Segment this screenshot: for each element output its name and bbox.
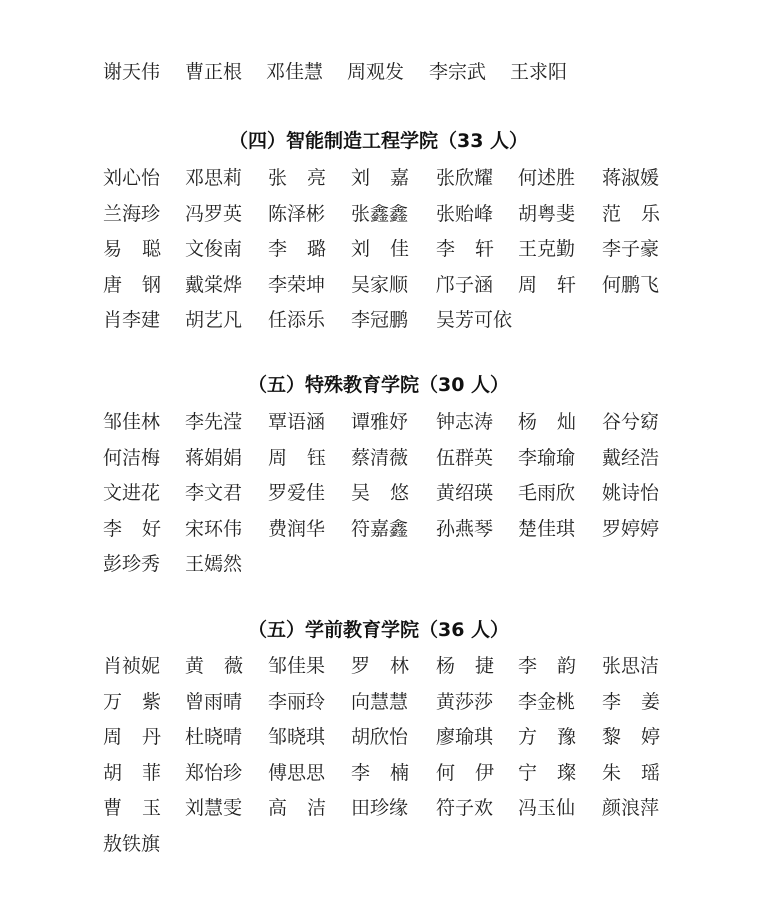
name-cell: 黄绍瑛 (436, 482, 494, 504)
name-cell: 谷兮窈 (602, 411, 660, 433)
name-cell: 吴家顺 (351, 274, 409, 296)
name-cell: 任添乐 (268, 309, 326, 331)
name-cell: 李宗武 (429, 61, 487, 83)
name-row (0, 653, 757, 683)
name-cell: 朱瑶 (602, 762, 681, 784)
name-cell: 罗爱佳 (268, 482, 326, 504)
name-cell: 廖瑜琪 (436, 726, 494, 748)
name-cell: 李楠 (351, 762, 430, 784)
name-cell: 谢天伟 (103, 61, 161, 83)
name-cell: 戴棠烨 (185, 274, 243, 296)
name-cell: 周观发 (347, 61, 405, 83)
name-cell: 周轩 (518, 274, 597, 296)
name-cell: 吴芳可依 (436, 309, 513, 331)
name-cell: 胡菲 (103, 762, 182, 784)
name-cell: 毛雨欣 (518, 482, 576, 504)
name-cell: 姚诗怡 (602, 482, 660, 504)
name-row (0, 480, 757, 510)
name-cell: 李韵 (518, 655, 597, 677)
name-cell: 李丽玲 (268, 691, 326, 713)
name-row (0, 272, 757, 302)
name-cell: 刘佳 (351, 238, 430, 260)
name-cell: 易聪 (103, 238, 182, 260)
name-cell: 邓佳慧 (266, 61, 324, 83)
name-cell: 张鑫鑫 (351, 203, 409, 225)
name-cell: 万紫 (103, 691, 182, 713)
name-cell: 蔡清薇 (351, 447, 409, 469)
name-cell: 李冠鹏 (351, 309, 409, 331)
name-cell: 李姜 (602, 691, 681, 713)
name-row (0, 165, 757, 195)
name-cell: 钟志涛 (436, 411, 494, 433)
name-cell: 杨捷 (436, 655, 515, 677)
name-cell: 黄莎莎 (436, 691, 494, 713)
name-cell: 罗林 (351, 655, 430, 677)
name-row (0, 831, 757, 861)
name-cell: 蒋娟娟 (185, 447, 243, 469)
name-row (0, 307, 757, 337)
name-cell: 胡艺凡 (185, 309, 243, 331)
name-cell: 肖祯妮 (103, 655, 161, 677)
name-cell: 邹晓琪 (268, 726, 326, 748)
name-row (0, 724, 757, 754)
name-row (0, 236, 757, 266)
name-cell: 李文君 (185, 482, 243, 504)
name-cell: 李先滢 (185, 411, 243, 433)
name-cell: 何述胜 (518, 167, 576, 189)
name-row (0, 551, 757, 581)
name-cell: 邹佳果 (268, 655, 326, 677)
name-cell: 谭雅妤 (351, 411, 409, 433)
name-row (0, 201, 757, 231)
name-cell: 方豫 (518, 726, 597, 748)
name-cell: 向慧慧 (351, 691, 409, 713)
name-cell: 范乐 (602, 203, 681, 225)
name-cell: 李轩 (436, 238, 515, 260)
name-cell: 何伊 (436, 762, 515, 784)
name-cell: 冯罗英 (185, 203, 243, 225)
name-cell: 王嫣然 (185, 553, 243, 575)
name-cell: 张亮 (268, 167, 347, 189)
name-cell: 文进花 (103, 482, 161, 504)
name-cell: 李荣坤 (268, 274, 326, 296)
name-cell: 李好 (103, 518, 182, 540)
name-cell: 宁璨 (518, 762, 597, 784)
name-cell: 胡粤斐 (518, 203, 576, 225)
section-heading: （四）智能制造工程学院（33 人） (228, 130, 529, 152)
name-cell: 曹正根 (185, 61, 243, 83)
name-cell: 黎婷 (602, 726, 681, 748)
name-row (0, 689, 757, 719)
name-cell: 王求阳 (510, 61, 568, 83)
name-cell: 张欣耀 (436, 167, 494, 189)
name-cell: 杨灿 (518, 411, 597, 433)
name-cell: 周丹 (103, 726, 182, 748)
name-cell: 曹玉 (103, 797, 182, 819)
name-cell: 楚佳琪 (518, 518, 576, 540)
name-cell: 覃语涵 (268, 411, 326, 433)
name-cell: 冯玉仙 (518, 797, 576, 819)
name-cell: 陈泽彬 (268, 203, 326, 225)
name-cell: 蒋淑媛 (602, 167, 660, 189)
name-cell: 张思洁 (602, 655, 660, 677)
section-heading: （五）学前教育学院（36 人） (247, 619, 510, 641)
name-cell: 宋环伟 (185, 518, 243, 540)
name-cell: 李子豪 (602, 238, 660, 260)
name-cell: 杜晓晴 (185, 726, 243, 748)
name-cell: 田珍缘 (351, 797, 409, 819)
name-cell: 符嘉鑫 (351, 518, 409, 540)
name-row (0, 795, 757, 825)
name-cell: 黄薇 (185, 655, 264, 677)
name-cell: 符子欢 (436, 797, 494, 819)
name-cell: 吴悠 (351, 482, 430, 504)
name-cell: 何洁梅 (103, 447, 161, 469)
name-cell: 孙燕琴 (436, 518, 494, 540)
name-row (0, 760, 757, 790)
name-cell: 胡欣怡 (351, 726, 409, 748)
name-cell: 刘心怡 (103, 167, 161, 189)
name-cell: 李瑜瑜 (518, 447, 576, 469)
name-cell: 刘嘉 (351, 167, 430, 189)
name-cell: 费润华 (268, 518, 326, 540)
name-cell: 傅思思 (268, 762, 326, 784)
name-row (0, 516, 757, 546)
name-row (0, 409, 757, 439)
name-cell: 张贻峰 (436, 203, 494, 225)
name-cell: 文俊南 (185, 238, 243, 260)
name-cell: 彭珍秀 (103, 553, 161, 575)
name-cell: 唐钢 (103, 274, 182, 296)
name-cell: 王克勤 (518, 238, 576, 260)
section-heading: （五）特殊教育学院（30 人） (247, 374, 510, 396)
name-cell: 肖李建 (103, 309, 161, 331)
name-cell: 郑怡珍 (185, 762, 243, 784)
name-row (0, 59, 757, 89)
name-cell: 何鹏飞 (602, 274, 660, 296)
name-cell: 李璐 (268, 238, 347, 260)
name-cell: 兰海珍 (103, 203, 161, 225)
name-cell: 敖铁旗 (103, 833, 161, 855)
name-cell: 李金桃 (518, 691, 576, 713)
name-cell: 戴经浩 (602, 447, 660, 469)
name-cell: 邓思莉 (185, 167, 243, 189)
name-cell: 颜浪萍 (602, 797, 660, 819)
name-cell: 曾雨晴 (185, 691, 243, 713)
name-cell: 邝子涵 (436, 274, 494, 296)
name-cell: 刘慧雯 (185, 797, 243, 819)
name-cell: 高洁 (268, 797, 347, 819)
name-row (0, 445, 757, 475)
name-cell: 周钰 (268, 447, 347, 469)
name-cell: 邹佳林 (103, 411, 161, 433)
name-cell: 伍群英 (436, 447, 494, 469)
name-cell: 罗婷婷 (602, 518, 660, 540)
